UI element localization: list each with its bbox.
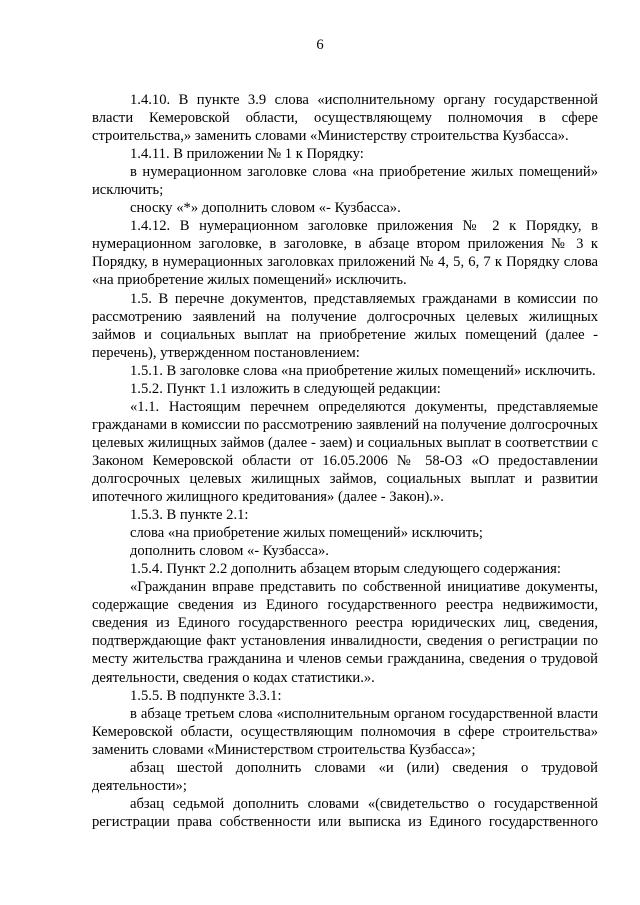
paragraph-heading-exclusion: в нумерационном заголовке слова «на приобретение жилых помещений» исключить; <box>92 164 598 199</box>
paragraph-1-4-10: 1.4.10. В пункте 3.9 слова «исполнительному органу государственной власти Кемеровской области, осуществляющему полномочия в сфере строительства,» заменить словами «Министерству строительства Кузбасса». <box>92 92 598 145</box>
paragraph-1-4-11: 1.4.11. В приложении № 1 к Порядку: <box>130 146 364 163</box>
paragraph-1-5-1: 1.5.1. В заголовке слова «на приобретение жилых помещений» исключить. <box>130 362 596 379</box>
paragraph-words-exclusion: слова «на приобретение жилых помещений» исключить; <box>130 525 483 542</box>
paragraph-sixth-abzac: абзац шестой дополнить словами «и (или) сведения о трудовой деятельности»; <box>92 759 598 794</box>
paragraph-seventh-abzac: абзац седьмой дополнить словами «(свидетельство о государственной регистрации права собственности или выписка из Единого государственного <box>92 795 598 830</box>
page-number: 6 <box>316 37 324 53</box>
paragraph-1-5-5: 1.5.5. В подпункте 3.3.1: <box>130 687 282 704</box>
paragraph-1-5: 1.5. В перечне документов, представляемых гражданами в комиссии по рассмотрению заявлений на получение долгосрочных целевых жилищных займов и социальных выплат на приобретение жилых помещений (далее - перечень), утвержденном постановлением: <box>92 290 598 361</box>
paragraph-add-kuzbass: дополнить словом «- Кузбасса». <box>130 543 329 560</box>
paragraph-1-4-12: 1.4.12. В нумерационном заголовке приложения № 2 к Порядку, в нумерационном заголовке, в заголовке, в абзаце втором приложения № 3 к Порядку, в нумерационных заголовках приложений № 4, 5, 6, 7 к Порядку слова «на приобретение жилых помещений» исключить. <box>92 218 598 289</box>
document-body <box>92 91 598 831</box>
paragraph-citizen-right: «Гражданин вправе представить по собственной инициативе документы, содержащие сведения из Единого государственного реестра недвижимости, сведения из Единого государственного реестра юридических лиц, сведения, подтверждающие факт установления инвалидности, сведения о регистрации по месту жительства гражданина и членов семьи гражданина, сведения о трудовой деятельности, сведения о кодах статистики.». <box>92 579 598 686</box>
paragraph-1-5-4: 1.5.4. Пункт 2.2 дополнить абзацем вторым следующего содержания: <box>130 561 561 578</box>
paragraph-third-abzac: в абзаце третьем слова «исполнительным органом государственной власти Кемеровской области, осуществляющим полномочия в сфере строительства» заменить словами «Министерством строительства Кузбасса»; <box>92 705 598 758</box>
paragraph-quote-1-1: «1.1. Настоящим перечнем определяются документы, представляемые гражданами в комиссии по рассмотрению заявлений на получение долгосрочных целевых жилищных займов (далее - заем) и социальных выплат в соответствии с Законом Кемеровской области от 16.05.2006 № 58-ОЗ «О предоставлении долгосрочных целевых жилищных займов, социальных выплат и развитии ипотечного жилищного кредитования» (далее - Закон).». <box>92 398 598 506</box>
paragraph-footnote: сноску «*» дополнить словом «- Кузбасса». <box>130 200 401 217</box>
paragraph-1-5-3: 1.5.3. В пункте 2.1: <box>130 507 249 524</box>
paragraph-1-5-2: 1.5.2. Пункт 1.1 изложить в следующей редакции: <box>130 380 441 397</box>
